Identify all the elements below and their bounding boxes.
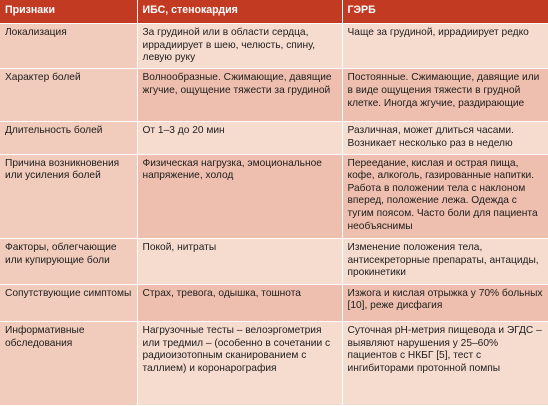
table-row — [0, 69, 548, 122]
header-gerd: ГЭРБ — [342, 0, 548, 24]
row-label: Характер болей — [0, 69, 137, 122]
ibs-cell: Физическая нагрузка, эмоциональное напряжение, холод — [137, 154, 342, 239]
table-row — [0, 239, 548, 284]
ibs-cell: Нагрузочные тесты – велоэргометрия или тредмил – (особенно в сочетании с радиоизотопным сканированием с таллием) и коронарография — [137, 321, 342, 405]
row-label: Причина возникновения или усиления болей — [0, 154, 137, 239]
gerd-cell: Изжога и кислая отрыжка у 70% больных [10], реже дисфагия — [342, 284, 548, 321]
table-row — [0, 122, 548, 154]
gerd-cell: Различная, может длиться часами. Возникает несколько раз в неделю — [342, 122, 548, 154]
gerd-cell: Суточная рН-метрия пищевода и ЭГДС – выявляют нарушения у 25–60% пациентов с НКБГ [5], тест с ингибиторами протонной помпы — [342, 321, 548, 405]
gerd-cell: Чаще за грудиной, иррадиирует редко — [342, 24, 548, 69]
ibs-cell: Покой, нитраты — [137, 239, 342, 284]
table-row — [0, 284, 548, 321]
ibs-cell: Страх, тревога, одышка, тошнота — [137, 284, 342, 321]
header-row — [0, 0, 548, 24]
row-label: Информативные обследования — [0, 321, 137, 405]
header-ibs: ИБС, стенокардия — [137, 0, 342, 24]
row-label: Длительность болей — [0, 122, 137, 154]
row-label: Факторы, облегчающие или купирующие боли — [0, 239, 137, 284]
table-row — [0, 24, 548, 69]
header-criteria: Признаки — [0, 0, 137, 24]
table-row — [0, 154, 548, 239]
table-row — [0, 321, 548, 405]
gerd-cell: Постоянные. Сжимающие, давящие или в виде ощущения тяжести в грудной клетке. Иногда жгучие, раздирающие — [342, 69, 548, 122]
ibs-cell: От 1–3 до 20 мин — [137, 122, 342, 154]
row-label: Сопутствующие симптомы — [0, 284, 137, 321]
row-label: Локализация — [0, 24, 137, 69]
ibs-cell: Волнообразные. Сжимающие, давящие жгучие, ощущение тяжести за грудиной — [137, 69, 342, 122]
gerd-cell: Переедание, кислая и острая пища, кофе, алкоголь, газированные напитки. Работа в положении тела с наклоном вперед, положение лежа. Одежда с тугим поясом. Часто боли для пациента необъяснимы — [342, 154, 548, 239]
ibs-cell: За грудиной или в области сердца, иррадиирует в шею, челюсть, спину, левую руку — [137, 24, 342, 69]
gerd-cell: Изменение положения тела, антисекреторные препараты, антациды, прокинетики — [342, 239, 548, 284]
